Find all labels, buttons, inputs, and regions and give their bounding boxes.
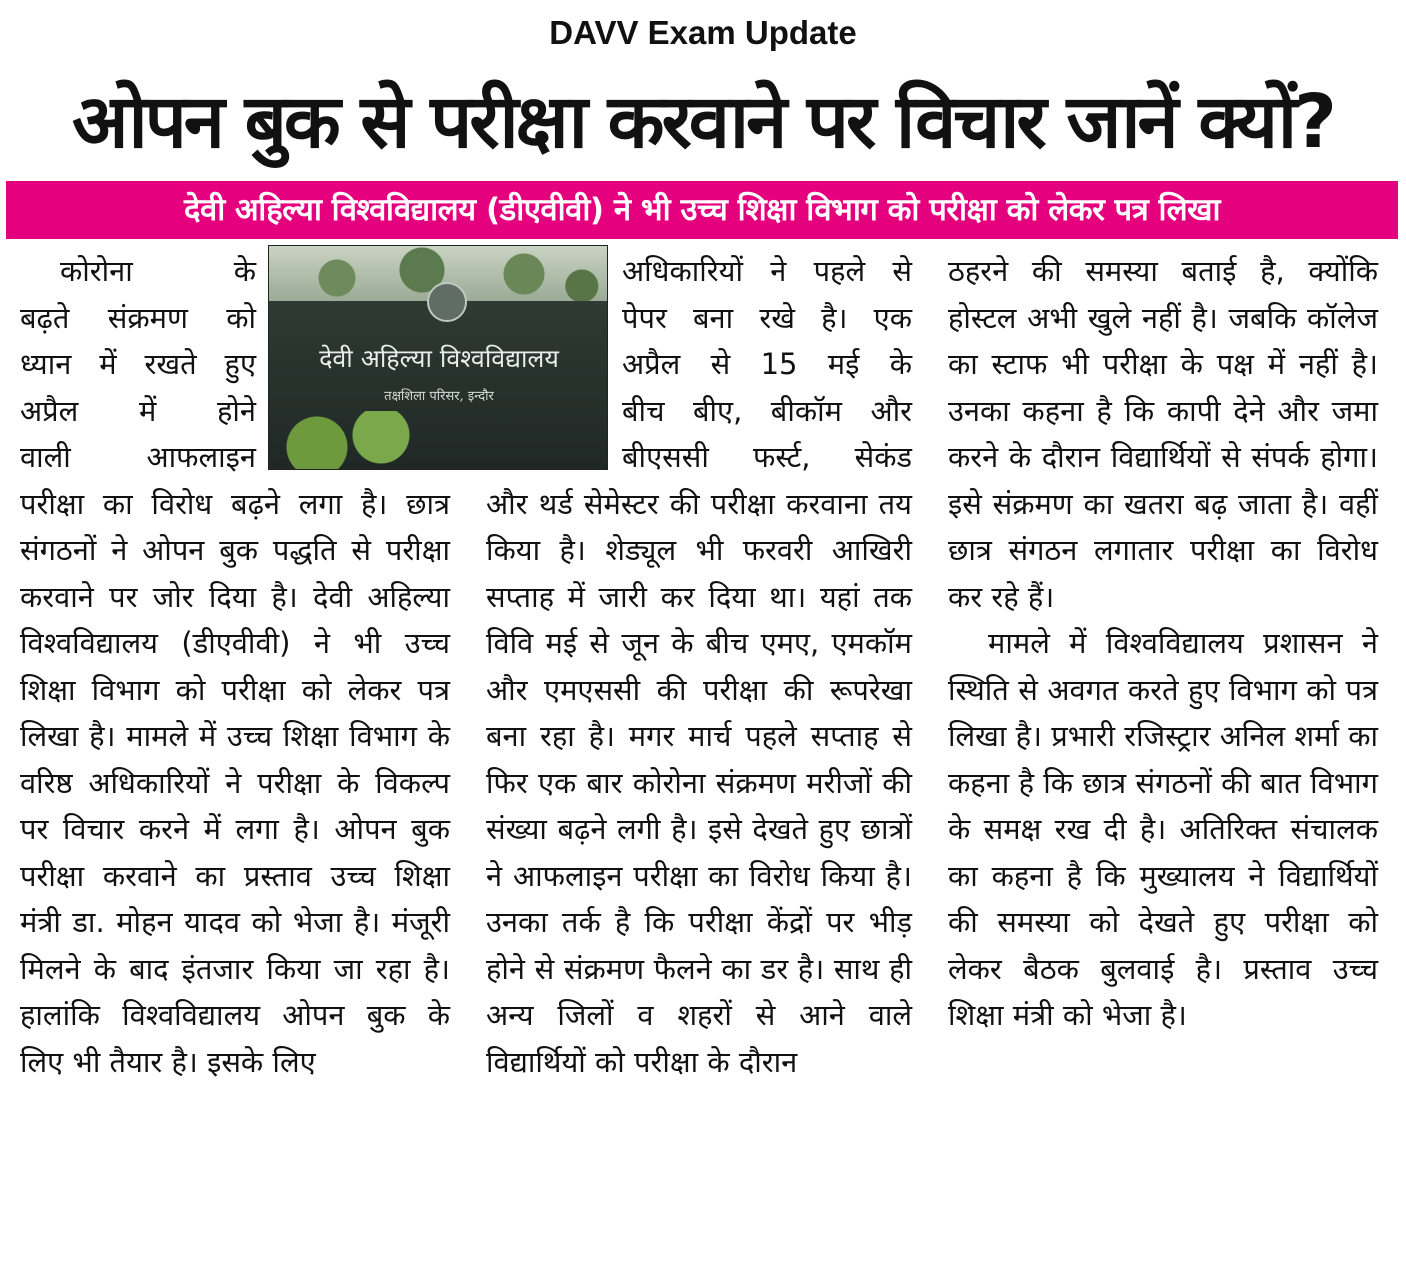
column-2-line: पेपर बना रखे है। एक xyxy=(622,300,912,335)
column-2-line: बीएससी फर्स्ट, सेकंड xyxy=(622,440,912,474)
column-3-paragraph-1: ठहरने की समस्या बताई है, क्योंकि होस्टल अभी खुले नहीं है। जबकि कॉलेज का स्टाफ भी परीक्षा के पक्ष में नहीं है। उनका कहना है कि कापी देने और जमा करने के दौरान विद्यार्थियों से संपर्क होगा। इसे संक्रमण का खतरा बढ़ जाता है। वहीं छात्र संगठन लगातार परीक्षा का विरोध कर रहे हैं। xyxy=(948,254,1378,614)
column-1-beside-photo xyxy=(20,248,256,481)
article-column-1 xyxy=(20,248,450,1085)
subheadline: देवी अहिल्या विश्वविद्यालय (डीएवीवी) ने भी उच्च शिक्षा विभाग को परीक्षा को लेकर पत्र लिखा xyxy=(184,192,1220,228)
column-2-line: अधिकारियों ने पहले से xyxy=(622,254,912,288)
column-1-text: परीक्षा का विरोध बढ़ने लगा है। छात्र संगठनों ने ओपन बुक पद्धति से परीक्षा करवाने पर जोर दिया है। देवी अहिल्या विश्वविद्यालय (डीएवीवी) ने भी उच्च शिक्षा विभाग को परीक्षा को लेकर पत्र लिखा है। मामले में उच्च शिक्षा विभाग के वरिष्ठ अधिकारियों ने परीक्षा के विकल्प पर विचार करने में लगा है। ओपन बुक परीक्षा करवाने का प्रस्ताव उच्च शिक्षा मंत्री डा. मोहन यादव को भेजा है। मंजूरी मिलने के बाद इंतजार किया जा रहा है। हालांकि विश्वविद्यालय ओपन बुक के लिए भी तैयार है। इसके लिए xyxy=(20,486,450,1079)
column-3-paragraph-2: मामले में विश्वविद्यालय प्रशासन ने स्थिति से अवगत करते हुए विभाग को पत्र लिखा है। प्रभारी रजिस्ट्रार अनिल शर्मा का कहना है कि छात्र संगठनों की बात विभाग के समक्ष रख दी है। अतिरिक्त संचालक का कहना है कि मुख्यालय ने विद्यार्थियों की समस्या को देखते हुए परीक्षा को लेकर बैठक बुलवाई है। प्रस्ताव उच्च शिक्षा मंत्री को भेजा है। xyxy=(948,626,1378,1032)
article-column-2 xyxy=(486,248,912,1085)
column-1-line: ध्यान में रखते हुए xyxy=(20,347,256,381)
column-1-line: वाली आफलाइन xyxy=(20,440,256,474)
article-column-3 xyxy=(948,248,1378,1039)
column-2-line: बीच बीए, बीकॉम और xyxy=(622,393,912,428)
column-2-text: और थर्ड सेमेस्टर की परीक्षा करवाना तय किया है। शेड्यूल भी फरवरी आखिरी सप्ताह में जारी कर दिया था। यहां तक विवि मई से जून के बीच एमए, एमकॉम और एमएससी की परीक्षा की रूपरेखा बना रहा है। मगर मार्च पहले सप्ताह से फिर एक बार कोरोना संक्रमण मरीजों की संख्या बढ़ने लगी है। इसे देखते हुए छात्रों ने आफलाइन परीक्षा का विरोध किया है। उनका तर्क है कि परीक्षा केंद्रों पर भीड़ होने से संक्रमण फैलने का डर है। साथ ही अन्य जिलों व शहरों से आने वाले विद्यार्थियों को परीक्षा के दौरान xyxy=(486,486,912,1079)
column-1-line: अप्रैल में होने xyxy=(20,393,256,428)
kicker: DAVV Exam Update xyxy=(549,14,857,51)
photo-campus-name: तक्षशिला परिसर, इन्दौर xyxy=(384,389,494,404)
column-1-line: कोरोना के xyxy=(60,254,256,288)
column-2-line: अप्रैल से 15 मई के xyxy=(622,347,912,381)
column-1-line: बढ़ते संक्रमण को xyxy=(20,300,256,335)
column-2-beside-photo xyxy=(622,248,912,481)
subheadline-band xyxy=(6,181,1398,239)
headline: ओपन बुक से परीक्षा करवाने पर विचार जानें क्यों? xyxy=(72,79,1334,165)
photo-university-name: देवी अहिल्या विश्वविद्यालय xyxy=(319,344,559,373)
